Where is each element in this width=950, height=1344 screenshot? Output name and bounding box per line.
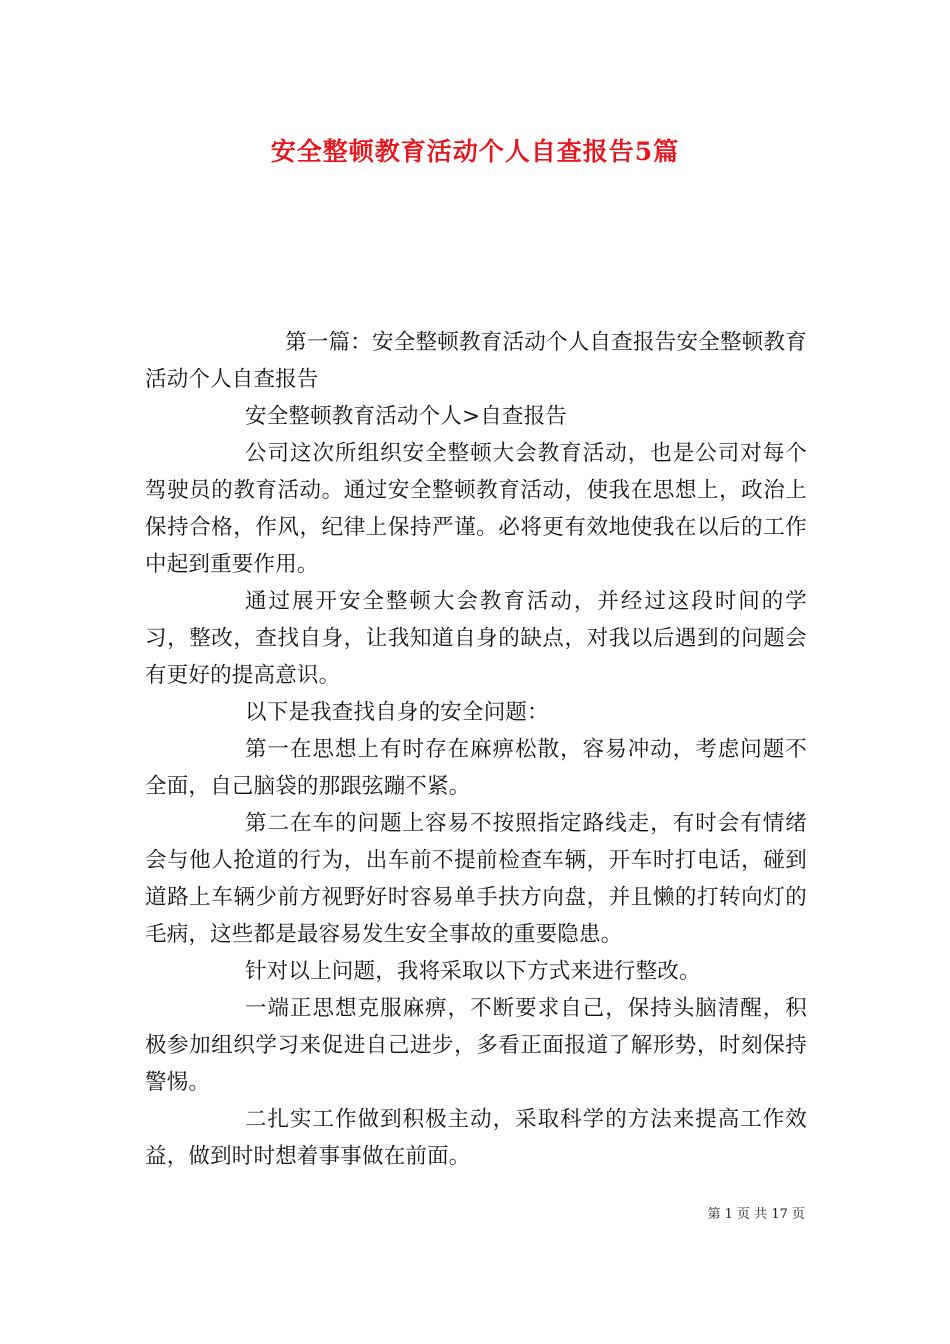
paragraph-subtitle: 安全整顿教育活动个人>自查报告 xyxy=(245,404,568,429)
page-number: 第 1 页 共 17 页 xyxy=(707,1207,805,1222)
paragraph: 第二在车的问题上容易不按照指定路线走，有时会有情绪会与他人抢道的行为，出车前不提前检查车辆，开车时打电话，碰到道路上车辆少前方视野好时容易单手扶方向盘，并且懒的打转向灯的毛病，这些都是最容易发生安全事故的重要隐患。 xyxy=(145,811,807,947)
paragraph: 公司这次所组织安全整顿大会教育活动，也是公司对每个驾驶员的教育活动。通过安全整顿教育活动，使我在思想上，政治上保持合格，作风，纪律上保持严谨。必将更有效地使我在以后的工作中起到重要作用。 xyxy=(145,441,807,577)
paragraph: 以下是我查找自身的安全问题： xyxy=(245,700,549,725)
document-body xyxy=(145,324,807,1175)
document-title: 安全整顿教育活动个人自查报告5篇 xyxy=(270,137,680,166)
paragraph: 二扎实工作做到积极主动，采取科学的方法来提高工作效益，做到时时想着事事做在前面。 xyxy=(145,1107,807,1169)
paragraph: 一端正思想克服麻痹，不断要求自己，保持头脑清醒，积极参加组织学习来促进自己进步，多看正面报道了解形势，时刻保持警惕。 xyxy=(145,996,807,1095)
paragraph: 第一在思想上有时存在麻痹松散，容易冲动，考虑问题不全面，自己脑袋的那跟弦蹦不紧。 xyxy=(145,737,807,799)
paragraph-heading: 第一篇：安全整顿教育活动个人自查报告安全整顿教育活动个人自查报告 xyxy=(145,330,807,392)
paragraph: 通过展开安全整顿大会教育活动，并经过这段时间的学习，整改，查找自身，让我知道自身的缺点，对我以后遇到的问题会有更好的提高意识。 xyxy=(145,589,807,688)
paragraph: 针对以上问题，我将采取以下方式来进行整改。 xyxy=(245,959,701,984)
